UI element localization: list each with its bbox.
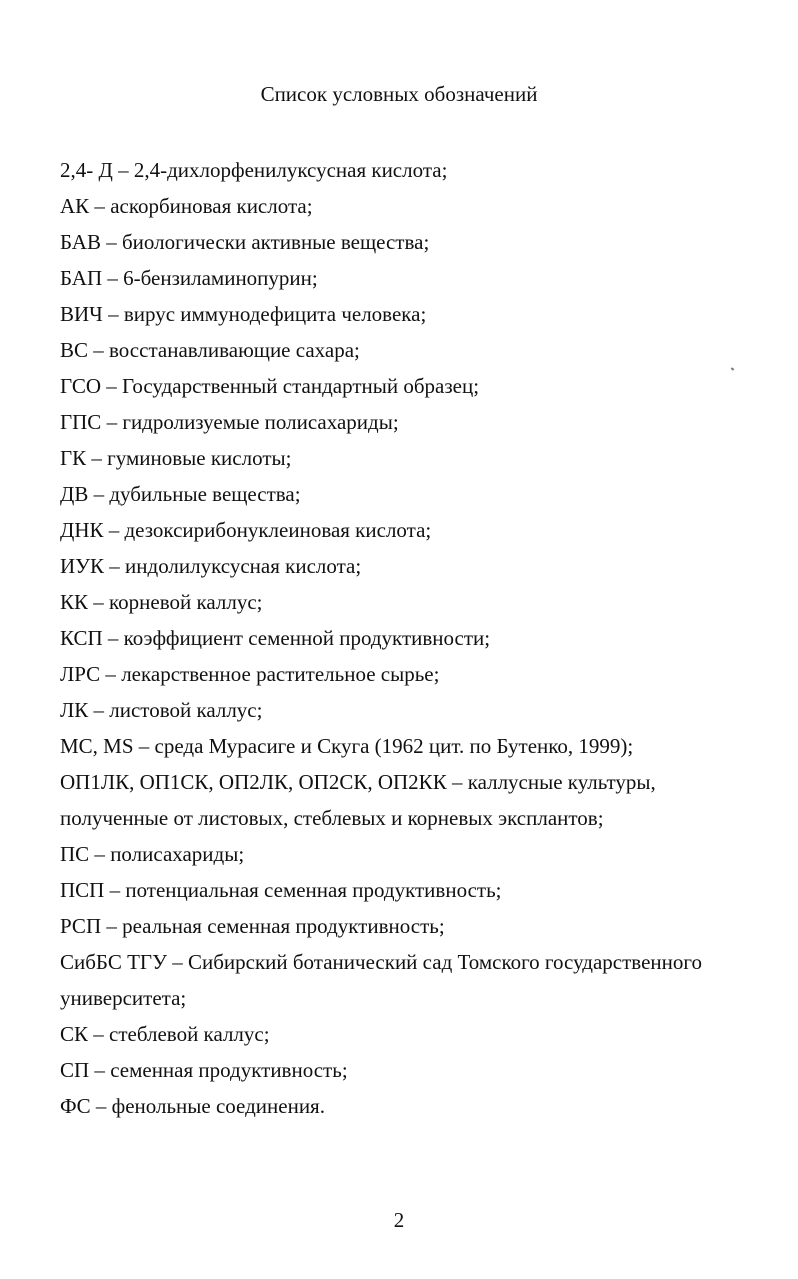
page-title: Список условных обозначений	[260, 82, 538, 106]
abbreviation: ПСП –	[60, 878, 121, 902]
abbreviation: БАВ –	[60, 230, 117, 254]
definition: гуминовые кислоты;	[107, 446, 292, 470]
abbreviation: МС, MS –	[60, 734, 150, 758]
definition: гидролизуемые полисахариды;	[122, 410, 399, 434]
abbreviation: СибБС ТГУ –	[60, 950, 183, 974]
list-item	[60, 260, 780, 296]
list-item	[60, 728, 780, 764]
definition: лекарственное растительное сырье;	[121, 662, 440, 686]
abbreviation: ПС –	[60, 842, 105, 866]
list-item	[60, 836, 780, 872]
abbreviation: АК –	[60, 194, 105, 218]
abbreviation: ИУК –	[60, 554, 120, 578]
abbreviation: ДВ –	[60, 482, 105, 506]
abbreviation: РСП –	[60, 914, 117, 938]
list-item	[60, 224, 780, 260]
list-item	[60, 404, 780, 440]
definition: индолилуксусная кислота;	[125, 554, 362, 578]
definition: потенциальная семенная продуктивность;	[125, 878, 502, 902]
definition: Сибирский ботанический сад Томского государственного университета;	[60, 950, 702, 1010]
abbreviation: ГК –	[60, 446, 102, 470]
list-item	[60, 332, 780, 368]
list-item	[60, 764, 760, 836]
abbreviation: ГПС –	[60, 410, 118, 434]
abbreviation: ЛРС –	[60, 662, 116, 686]
list-item	[60, 944, 760, 1016]
definition: фенольные соединения.	[111, 1094, 325, 1118]
list-item	[60, 188, 780, 224]
definition: коэффициент семенной продуктивности;	[123, 626, 491, 650]
list-item	[60, 1016, 780, 1052]
abbreviation: ЛК –	[60, 698, 104, 722]
definition: корневой каллус;	[109, 590, 263, 614]
definition: аскорбиновая кислота;	[110, 194, 313, 218]
list-item	[60, 296, 780, 332]
abbreviation: СП –	[60, 1058, 105, 1082]
abbreviation: ФС –	[60, 1094, 107, 1118]
list-item	[60, 476, 780, 512]
abbreviation: 2,4- Д –	[60, 158, 129, 182]
abbreviation: БАП –	[60, 266, 118, 290]
definition: листовой каллус;	[109, 698, 263, 722]
list-item	[60, 548, 780, 584]
abbreviation: ГСО –	[60, 374, 117, 398]
definition: биологически активные вещества;	[121, 230, 430, 254]
list-item	[60, 656, 780, 692]
definition: среда Мурасиге и Скуга (1962 цит. по Бутенко, 1999);	[154, 734, 634, 758]
abbreviation: ВИЧ –	[60, 302, 119, 326]
list-item	[60, 1088, 780, 1124]
list-item	[60, 368, 780, 404]
definition: дубильные вещества;	[109, 482, 301, 506]
definition: полисахариды;	[110, 842, 245, 866]
definition: реальная семенная продуктивность;	[122, 914, 445, 938]
definition: каллусные культуры, полученные от листовых, стеблевых и корневых эксплантов;	[60, 770, 656, 830]
abbreviation: ВС –	[60, 338, 104, 362]
definition: Государственный стандартный образец;	[122, 374, 480, 398]
list-item	[60, 1052, 780, 1088]
list-item	[60, 908, 780, 944]
list-item	[60, 692, 780, 728]
list-item	[60, 512, 780, 548]
abbreviation-list	[60, 152, 780, 1124]
definition: стеблевой каллус;	[109, 1022, 270, 1046]
page-number: 2	[393, 1208, 405, 1232]
abbreviation: КСП –	[60, 626, 119, 650]
definition: вирус иммунодефицита человека;	[123, 302, 427, 326]
abbreviation: ДНК –	[60, 518, 120, 542]
definition: восстанавливающие сахара;	[109, 338, 360, 362]
abbreviation: СК –	[60, 1022, 104, 1046]
list-item	[60, 620, 780, 656]
abbreviation: КК –	[60, 590, 104, 614]
definition: 2,4-дихлорфенилуксусная кислота;	[133, 158, 448, 182]
definition: дезоксирибонуклеиновая кислота;	[124, 518, 432, 542]
list-item	[60, 440, 780, 476]
definition: 6-бензиламинопурин;	[123, 266, 318, 290]
definition: семенная продуктивность;	[110, 1058, 348, 1082]
list-item	[60, 872, 780, 908]
abbreviation: ОП1ЛК, ОП1СК, ОП2ЛК, ОП2СК, ОП2КК –	[60, 770, 463, 794]
list-item	[60, 584, 780, 620]
list-item	[60, 152, 780, 188]
